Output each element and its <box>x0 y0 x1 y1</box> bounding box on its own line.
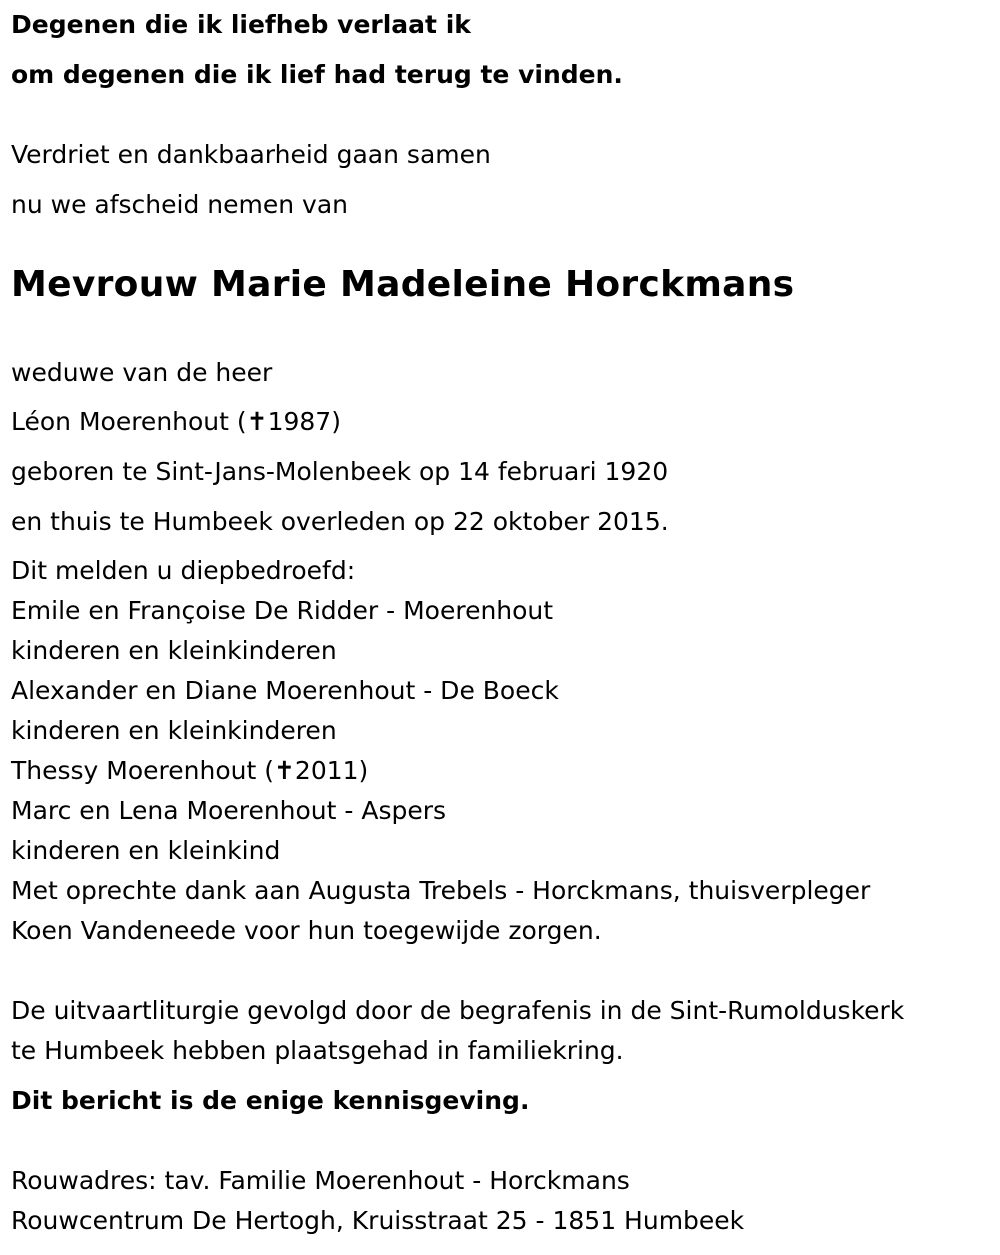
announcer-line: Emile en Françoise De Ridder - Moerenhout <box>11 596 554 625</box>
ceremony-line-2: te Humbeek hebben plaatsgehad in familiekring. <box>11 1036 624 1065</box>
announcers-header: Dit melden u diepbedroefd: <box>11 556 356 585</box>
thanks-line: Koen Vandeneede voor hun toegewijde zorgen. <box>11 916 602 945</box>
intro-line-1: Verdriet en dankbaarheid gaan samen <box>11 140 491 169</box>
birth-line: geboren te Sint-Jans-Molenbeek op 14 februari 1920 <box>11 457 669 486</box>
ceremony-line-1: De uitvaartliturgie gevolgd door de begrafenis in de Sint-Rumolduskerk <box>11 996 905 1025</box>
poem-line-1: Degenen die ik liefheb verlaat ik <box>11 10 471 39</box>
deceased-name: Mevrouw Marie Madeleine Horckmans <box>11 264 795 305</box>
poem-line-2: om degenen die ik lief had terug te vinden. <box>11 60 623 89</box>
announcer-line: Thessy Moerenhout (✝2011) <box>11 756 369 785</box>
announcer-line: kinderen en kleinkinderen <box>11 716 337 745</box>
husband-line: Léon Moerenhout (✝1987) <box>11 407 341 436</box>
intro-line-2: nu we afscheid nemen van <box>11 190 348 219</box>
announcer-line: kinderen en kleinkind <box>11 836 281 865</box>
thanks-line: Met oprechte dank aan Augusta Trebels - Horckmans, thuisverpleger <box>11 876 871 905</box>
death-line: en thuis te Humbeek overleden op 22 oktober 2015. <box>11 507 669 536</box>
address-line-2: Rouwcentrum De Hertogh, Kruisstraat 25 - 1851 Humbeek <box>11 1206 745 1235</box>
announcer-line: kinderen en kleinkinderen <box>11 636 337 665</box>
widow-of-line: weduwe van de heer <box>11 358 273 387</box>
announcer-line: Marc en Lena Moerenhout - Aspers <box>11 796 447 825</box>
notice-line: Dit bericht is de enige kennisgeving. <box>11 1086 530 1115</box>
announcer-line: Alexander en Diane Moerenhout - De Boeck <box>11 676 559 705</box>
address-line-1: Rouwadres: tav. Familie Moerenhout - Horckmans <box>11 1166 630 1195</box>
